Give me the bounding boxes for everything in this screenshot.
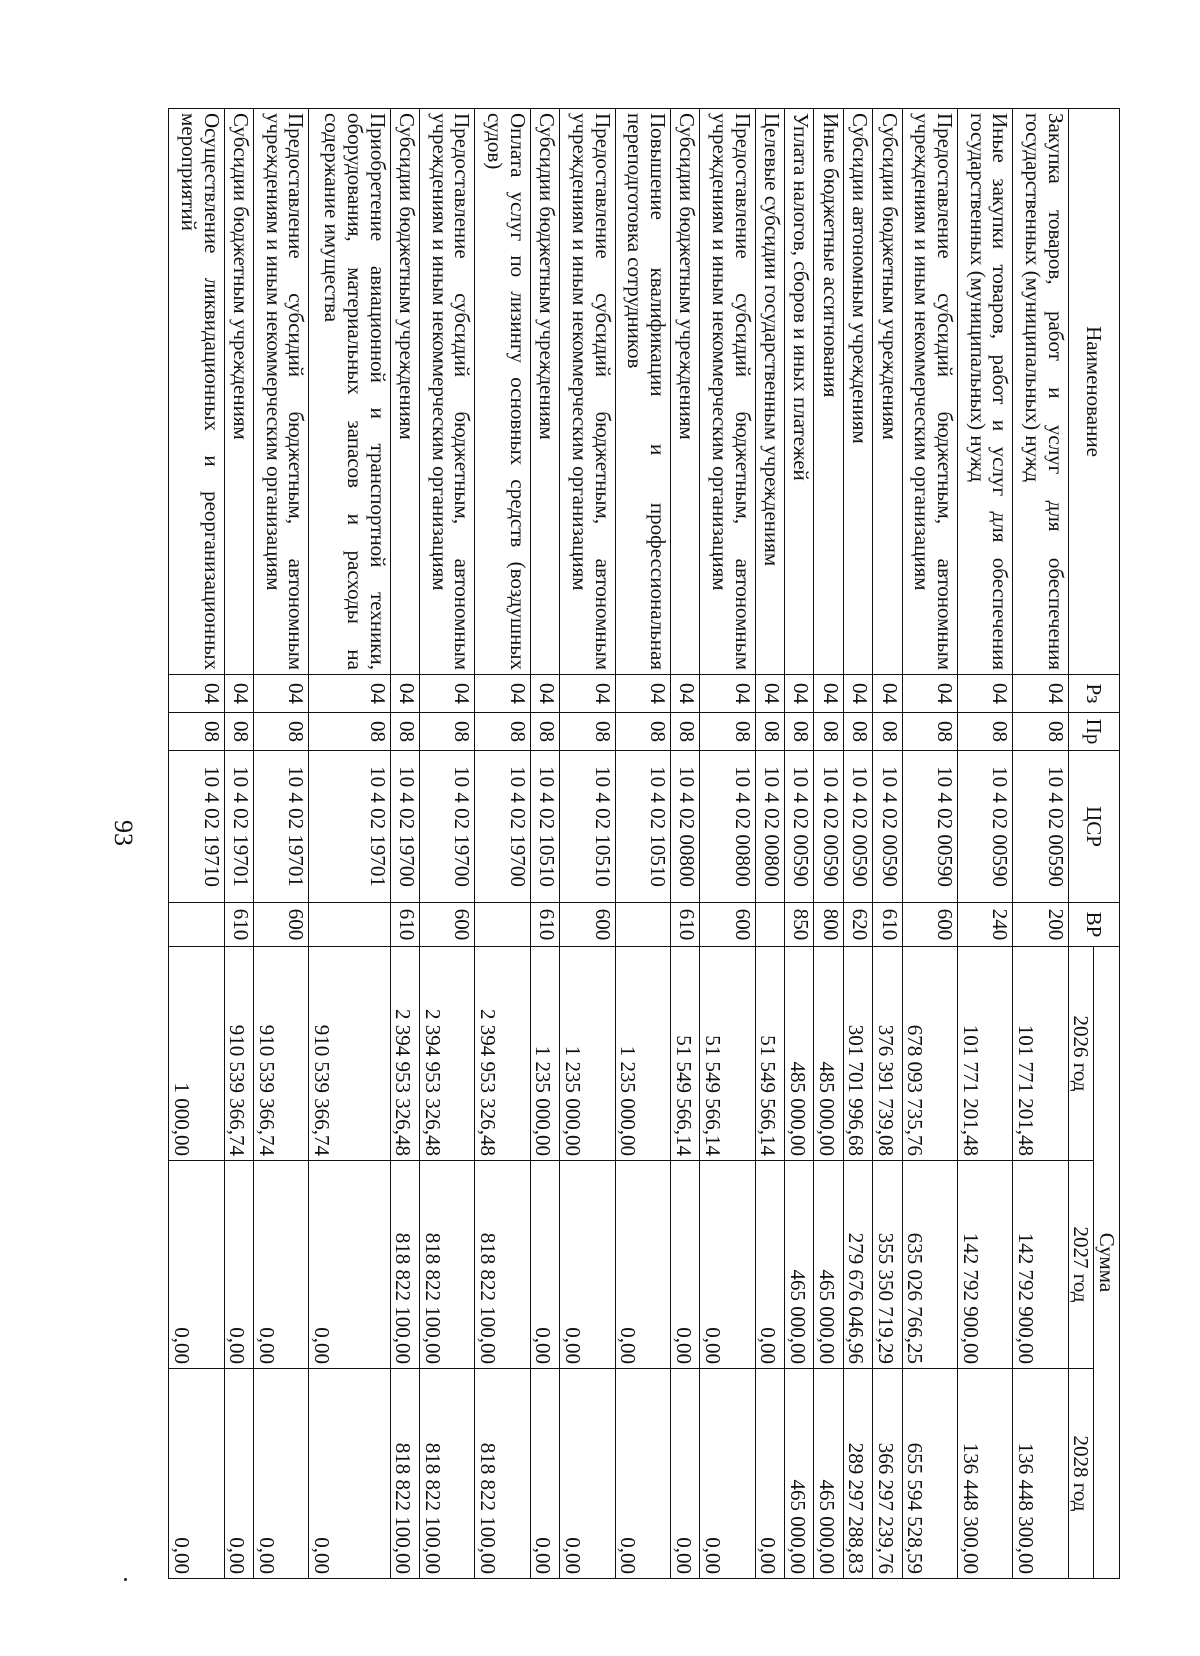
row-rz: 04 — [475, 675, 530, 713]
table-row — [530, 109, 559, 1579]
row-csr: 10 4 02 00800 — [755, 751, 784, 903]
page-number: 93 — [109, 820, 138, 846]
row-name: Субсидии бюджетным учреждениям — [390, 109, 419, 675]
header-sum: Сумма — [1094, 947, 1120, 1579]
row-csr: 10 4 02 00590 — [843, 751, 872, 903]
row-rz: 04 — [615, 675, 670, 713]
row-sum-2028: 289 297 288,83 — [843, 1369, 872, 1579]
row-csr: 10 4 02 00590 — [902, 751, 957, 903]
row-sum-2026: 2 394 953 326,48 — [390, 947, 419, 1161]
row-name: Предоставление субсидий бюджетным, автономным учреждениям и иным некоммерческим организациям — [420, 109, 475, 675]
row-pr: 08 — [670, 713, 699, 751]
row-name: Субсидии бюджетным учреждениям — [530, 109, 559, 675]
row-sum-2027: 0,00 — [700, 1161, 755, 1369]
row-sum-2028: 465 000,00 — [785, 1369, 814, 1579]
row-sum-2028: 136 448 300,00 — [1013, 1369, 1068, 1579]
row-pr: 08 — [420, 713, 475, 751]
table-row — [902, 109, 957, 1579]
row-csr: 10 4 02 00800 — [670, 751, 699, 903]
row-sum-2027: 0,00 — [253, 1161, 308, 1369]
row-name: Иные бюджетные ассигнования — [814, 109, 843, 675]
row-sum-2027: 818 822 100,00 — [420, 1161, 475, 1369]
row-pr: 08 — [475, 713, 530, 751]
row-sum-2028: 136 448 300,00 — [957, 1369, 1012, 1579]
row-sum-2027: 0,00 — [224, 1161, 253, 1369]
row-vr: 610 — [224, 903, 253, 947]
row-csr: 10 4 02 19701 — [224, 751, 253, 903]
table-row — [814, 109, 843, 1579]
row-pr: 08 — [530, 713, 559, 751]
table-row — [309, 109, 390, 1579]
table-row — [390, 109, 419, 1579]
table-row — [843, 109, 872, 1579]
row-sum-2027: 0,00 — [530, 1161, 559, 1369]
row-sum-2027: 465 000,00 — [785, 1161, 814, 1369]
row-sum-2026: 910 539 366,74 — [224, 947, 253, 1161]
row-rz: 04 — [873, 675, 902, 713]
row-rz: 04 — [755, 675, 784, 713]
row-vr — [615, 903, 670, 947]
row-sum-2027: 0,00 — [169, 1161, 225, 1369]
row-name: Оплата услуг по лизингу основных средств (воздушных судов) — [475, 109, 530, 675]
row-sum-2027: 142 792 900,00 — [1013, 1161, 1068, 1369]
row-sum-2026: 910 539 366,74 — [253, 947, 308, 1161]
row-vr: 800 — [814, 903, 843, 947]
row-sum-2027: 635 026 766,25 — [902, 1161, 957, 1369]
row-vr: 600 — [700, 903, 755, 947]
row-sum-2028: 0,00 — [530, 1369, 559, 1579]
row-pr: 08 — [560, 713, 615, 751]
row-sum-2027: 142 792 900,00 — [957, 1161, 1012, 1369]
row-vr: 600 — [560, 903, 615, 947]
row-pr: 08 — [309, 713, 390, 751]
row-name: Субсидии бюджетным учреждениям — [224, 109, 253, 675]
table-row — [224, 109, 253, 1579]
table-row — [253, 109, 308, 1579]
row-csr: 10 4 02 10510 — [530, 751, 559, 903]
row-rz: 04 — [224, 675, 253, 713]
row-csr: 10 4 02 19700 — [475, 751, 530, 903]
row-vr — [309, 903, 390, 947]
row-sum-2028: 818 822 100,00 — [475, 1369, 530, 1579]
rotated-page-content — [168, 108, 1120, 1578]
row-name: Предоставление субсидий бюджетным, автономным учреждениям и иным некоммерческим организациям — [902, 109, 957, 675]
header-year-2026: 2026 год — [1068, 947, 1094, 1161]
row-sum-2026: 1 235 000,00 — [615, 947, 670, 1161]
row-vr: 600 — [253, 903, 308, 947]
row-vr: 200 — [1013, 903, 1068, 947]
row-vr: 600 — [420, 903, 475, 947]
row-sum-2026: 910 539 366,74 — [309, 947, 390, 1161]
row-vr: 610 — [530, 903, 559, 947]
header-csr: ЦСР — [1068, 751, 1119, 903]
row-pr: 08 — [957, 713, 1012, 751]
row-sum-2026: 678 093 735,76 — [902, 947, 957, 1161]
row-pr: 08 — [615, 713, 670, 751]
row-sum-2027: 0,00 — [755, 1161, 784, 1369]
row-vr: 620 — [843, 903, 872, 947]
row-csr: 10 4 02 00590 — [1013, 751, 1068, 903]
table-row — [420, 109, 475, 1579]
row-sum-2026: 101 771 201,48 — [1013, 947, 1068, 1161]
row-sum-2028: 0,00 — [755, 1369, 784, 1579]
row-sum-2026: 1 235 000,00 — [530, 947, 559, 1161]
row-rz: 04 — [390, 675, 419, 713]
row-sum-2027: 0,00 — [309, 1161, 390, 1369]
row-sum-2026: 485 000,00 — [785, 947, 814, 1161]
row-pr: 08 — [169, 713, 225, 751]
row-pr: 08 — [253, 713, 308, 751]
header-year-2027: 2027 год — [1068, 1161, 1094, 1369]
row-sum-2026: 1 235 000,00 — [560, 947, 615, 1161]
scan-speck — [124, 1578, 127, 1581]
row-vr: 610 — [390, 903, 419, 947]
row-rz: 04 — [843, 675, 872, 713]
table-row — [755, 109, 784, 1579]
table-row — [957, 109, 1012, 1579]
header-rz: Рз — [1068, 675, 1119, 713]
row-rz: 04 — [309, 675, 390, 713]
row-sum-2026: 2 394 953 326,48 — [420, 947, 475, 1161]
row-rz: 04 — [530, 675, 559, 713]
row-pr: 08 — [785, 713, 814, 751]
row-sum-2028: 0,00 — [169, 1369, 225, 1579]
row-csr: 10 4 02 00800 — [700, 751, 755, 903]
row-sum-2028: 0,00 — [309, 1369, 390, 1579]
row-sum-2026: 51 549 566,14 — [700, 947, 755, 1161]
row-pr: 08 — [700, 713, 755, 751]
row-sum-2028: 0,00 — [615, 1369, 670, 1579]
row-name: Целевые субсидии государственным учреждениям — [755, 109, 784, 675]
table-row — [615, 109, 670, 1579]
row-sum-2028: 0,00 — [253, 1369, 308, 1579]
row-sum-2026: 2 394 953 326,48 — [475, 947, 530, 1161]
table-row — [873, 109, 902, 1579]
row-sum-2028: 0,00 — [670, 1369, 699, 1579]
row-vr — [169, 903, 225, 947]
row-sum-2027: 818 822 100,00 — [475, 1161, 530, 1369]
row-name: Закупка товаров, работ и услуг для обеспечения государственных (муниципальных) нужд — [1013, 109, 1068, 675]
row-rz: 04 — [420, 675, 475, 713]
row-name: Субсидии бюджетным учреждениям — [670, 109, 699, 675]
row-sum-2028: 0,00 — [560, 1369, 615, 1579]
row-csr: 10 4 02 19701 — [253, 751, 308, 903]
row-csr: 10 4 02 19700 — [420, 751, 475, 903]
row-sum-2026: 51 549 566,14 — [670, 947, 699, 1161]
row-sum-2027: 355 350 719,29 — [873, 1161, 902, 1369]
row-sum-2027: 465 000,00 — [814, 1161, 843, 1369]
row-csr: 10 4 02 00590 — [785, 751, 814, 903]
header-name: Наименование — [1068, 109, 1119, 675]
table-row — [1013, 109, 1068, 1579]
row-csr: 10 4 02 10510 — [560, 751, 615, 903]
row-csr: 10 4 02 19710 — [169, 751, 225, 903]
table-row — [475, 109, 530, 1579]
row-name: Предоставление субсидий бюджетным, автономным учреждениям и иным некоммерческим организациям — [560, 109, 615, 675]
row-sum-2026: 101 771 201,48 — [957, 947, 1012, 1161]
row-name: Субсидии автономным учреждениям — [843, 109, 872, 675]
row-pr: 08 — [843, 713, 872, 751]
row-pr: 08 — [873, 713, 902, 751]
row-sum-2028: 818 822 100,00 — [390, 1369, 419, 1579]
header-vr: ВР — [1068, 903, 1119, 947]
row-sum-2028: 0,00 — [700, 1369, 755, 1579]
row-sum-2026: 51 549 566,14 — [755, 947, 784, 1161]
row-pr: 08 — [390, 713, 419, 751]
row-name: Осуществление ликвидационных и реорганизационных мероприятий — [169, 109, 225, 675]
row-sum-2027: 279 676 046,96 — [843, 1161, 872, 1369]
row-vr — [755, 903, 784, 947]
row-pr: 08 — [814, 713, 843, 751]
row-rz: 04 — [957, 675, 1012, 713]
row-name: Повышение квалификации и профессиональная переподготовка сотрудников — [615, 109, 670, 675]
row-sum-2026: 301 701 996,68 — [843, 947, 872, 1161]
row-rz: 04 — [902, 675, 957, 713]
row-csr: 10 4 02 19701 — [309, 751, 390, 903]
table-row — [670, 109, 699, 1579]
row-vr: 610 — [873, 903, 902, 947]
row-sum-2028: 655 594 528,59 — [902, 1369, 957, 1579]
row-vr: 850 — [785, 903, 814, 947]
row-vr: 610 — [670, 903, 699, 947]
row-csr: 10 4 02 00590 — [814, 751, 843, 903]
row-pr: 08 — [902, 713, 957, 751]
row-rz: 04 — [253, 675, 308, 713]
table-row — [700, 109, 755, 1579]
row-vr: 240 — [957, 903, 1012, 947]
row-name: Иные закупки товаров, работ и услуг для обеспечения государственных (муниципальных) нужд — [957, 109, 1012, 675]
row-sum-2026: 376 391 739,08 — [873, 947, 902, 1161]
row-rz: 04 — [814, 675, 843, 713]
header-year-2028: 2028 год — [1068, 1369, 1094, 1579]
row-sum-2028: 818 822 100,00 — [420, 1369, 475, 1579]
row-sum-2028: 465 000,00 — [814, 1369, 843, 1579]
row-rz: 04 — [169, 675, 225, 713]
table-row — [169, 109, 225, 1579]
row-pr: 08 — [1013, 713, 1068, 751]
row-sum-2027: 0,00 — [560, 1161, 615, 1369]
row-sum-2027: 0,00 — [615, 1161, 670, 1369]
row-name: Предоставление субсидий бюджетным, автономным учреждениям и иным некоммерческим организациям — [253, 109, 308, 675]
table-row — [560, 109, 615, 1579]
row-sum-2027: 0,00 — [670, 1161, 699, 1369]
row-pr: 08 — [224, 713, 253, 751]
row-sum-2026: 1 000,00 — [169, 947, 225, 1161]
table-row — [785, 109, 814, 1579]
budget-table — [168, 108, 1120, 1579]
row-sum-2026: 485 000,00 — [814, 947, 843, 1161]
row-name: Приобретение авиационной и транспортной техники, оборудования, материальных запасов и расходы на содержание имущества — [309, 109, 390, 675]
row-csr: 10 4 02 19700 — [390, 751, 419, 903]
row-csr: 10 4 02 00590 — [957, 751, 1012, 903]
row-name: Предоставление субсидий бюджетным, автономным учреждениям и иным некоммерческим организациям — [700, 109, 755, 675]
row-sum-2028: 0,00 — [224, 1369, 253, 1579]
row-name: Субсидии бюджетным учреждениям — [873, 109, 902, 675]
header-pr: Пр — [1068, 713, 1119, 751]
row-csr: 10 4 02 10510 — [615, 751, 670, 903]
row-sum-2028: 366 297 239,76 — [873, 1369, 902, 1579]
row-rz: 04 — [670, 675, 699, 713]
row-csr: 10 4 02 00590 — [873, 751, 902, 903]
table-body — [169, 109, 1069, 1579]
row-sum-2027: 818 822 100,00 — [390, 1161, 419, 1369]
row-rz: 04 — [700, 675, 755, 713]
row-vr: 600 — [902, 903, 957, 947]
row-rz: 04 — [1013, 675, 1068, 713]
row-rz: 04 — [560, 675, 615, 713]
row-rz: 04 — [785, 675, 814, 713]
row-name: Уплата налогов, сборов и иных платежей — [785, 109, 814, 675]
row-pr: 08 — [755, 713, 784, 751]
row-vr — [475, 903, 530, 947]
